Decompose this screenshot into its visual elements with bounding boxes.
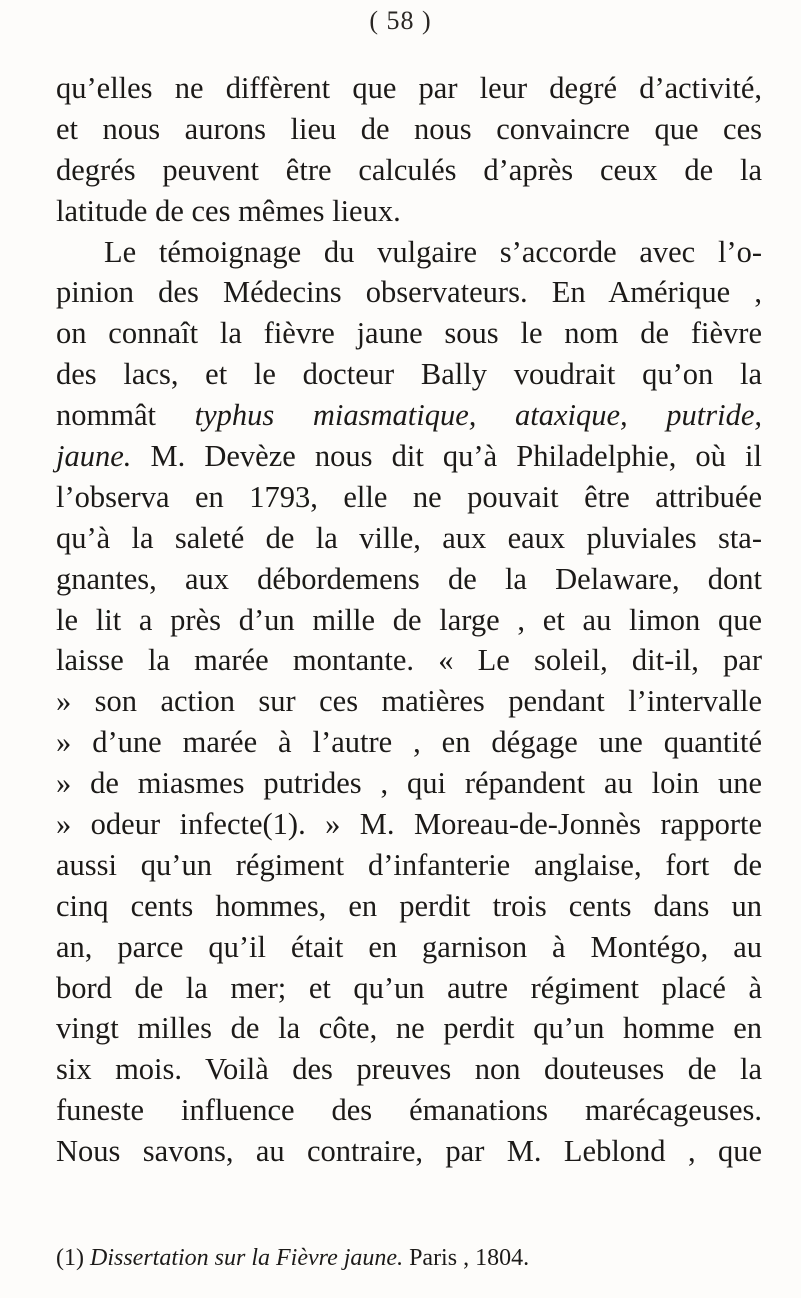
text-line: Le témoignage du vulgaire s’accorde avec l’o- — [104, 234, 762, 269]
text-line: vingt milles de la côte, ne perdit qu’un homme en — [56, 1011, 762, 1046]
footnote-title: Dissertation sur la Fièvre jaune. — [89, 1245, 404, 1271]
text-line: degrés peuvent être calculés d’après ceux de la — [56, 152, 762, 187]
text-line: pinion des Médecins observateurs. En Amérique , — [56, 275, 762, 310]
text-line: et nous aurons lieu de nous convaincre que ces — [56, 111, 762, 146]
text-line: laisse la marée montante. « Le soleil, dit-il, par — [56, 643, 762, 678]
text-line: on connaît la fièvre jaune sous le nom de fièvre — [56, 316, 762, 351]
text-line: des lacs, et le docteur Bally voudrait qu’on la — [56, 357, 762, 392]
text-line: cinq cents hommes, en perdit trois cents dans un — [56, 888, 762, 923]
text-line: l’observa en 1793, elle ne pouvait être attribuée — [56, 479, 762, 514]
text-line: le lit a près d’un mille de large , et au limon que — [56, 602, 762, 637]
text-line: gnantes, aux débordemens de la Delaware, dont — [56, 561, 762, 596]
text-line: qu’à la saleté de la ville, aux eaux pluviales sta- — [56, 520, 762, 555]
footnote — [56, 1245, 762, 1272]
text-line: funeste influence des émanations marécageuses. — [56, 1093, 762, 1128]
text-line: » d’une marée à l’autre , en dégage une quantité — [56, 725, 762, 760]
text-line: six mois. Voilà des preuves non douteuses de la — [56, 1052, 762, 1087]
page-number: ( 58 ) — [369, 6, 432, 35]
text-line-italic: jaune. — [56, 439, 132, 474]
body-text — [56, 68, 762, 1172]
text-line: aussi qu’un régiment d’infanterie anglaise, fort de — [56, 847, 762, 882]
text-line-italic: typhus miasmatique, ataxique, putride, — [194, 398, 762, 433]
text-line: » odeur infecte(1). » M. Moreau-de-Jonnès rapporte — [56, 807, 762, 842]
text-line-post: M. Devèze nous dit qu’à Philadelphie, où il — [131, 439, 762, 474]
text-line: qu’elles ne diffèrent que par leur degré d’activité, — [56, 71, 762, 105]
text-line: latitude de ces mêmes lieux. — [56, 193, 401, 228]
text-line: bord de la mer; et qu’un autre régiment placé à — [56, 970, 762, 1005]
footnote-rest: Paris , 1804. — [403, 1245, 530, 1271]
text-line: an, parce qu’il était en garnison à Montégo, au — [56, 929, 762, 964]
text-line — [56, 395, 762, 436]
text-line-pre: nommât — [56, 398, 195, 433]
text-line — [56, 436, 762, 477]
footnote-marker: (1) — [56, 1245, 90, 1271]
text-line: » de miasmes putrides , qui répandent au loin une — [56, 766, 762, 801]
text-line: » son action sur ces matières pendant l’intervalle — [56, 684, 762, 719]
text-line: Nous savons, au contraire, par M. Leblond , que — [56, 1134, 762, 1169]
